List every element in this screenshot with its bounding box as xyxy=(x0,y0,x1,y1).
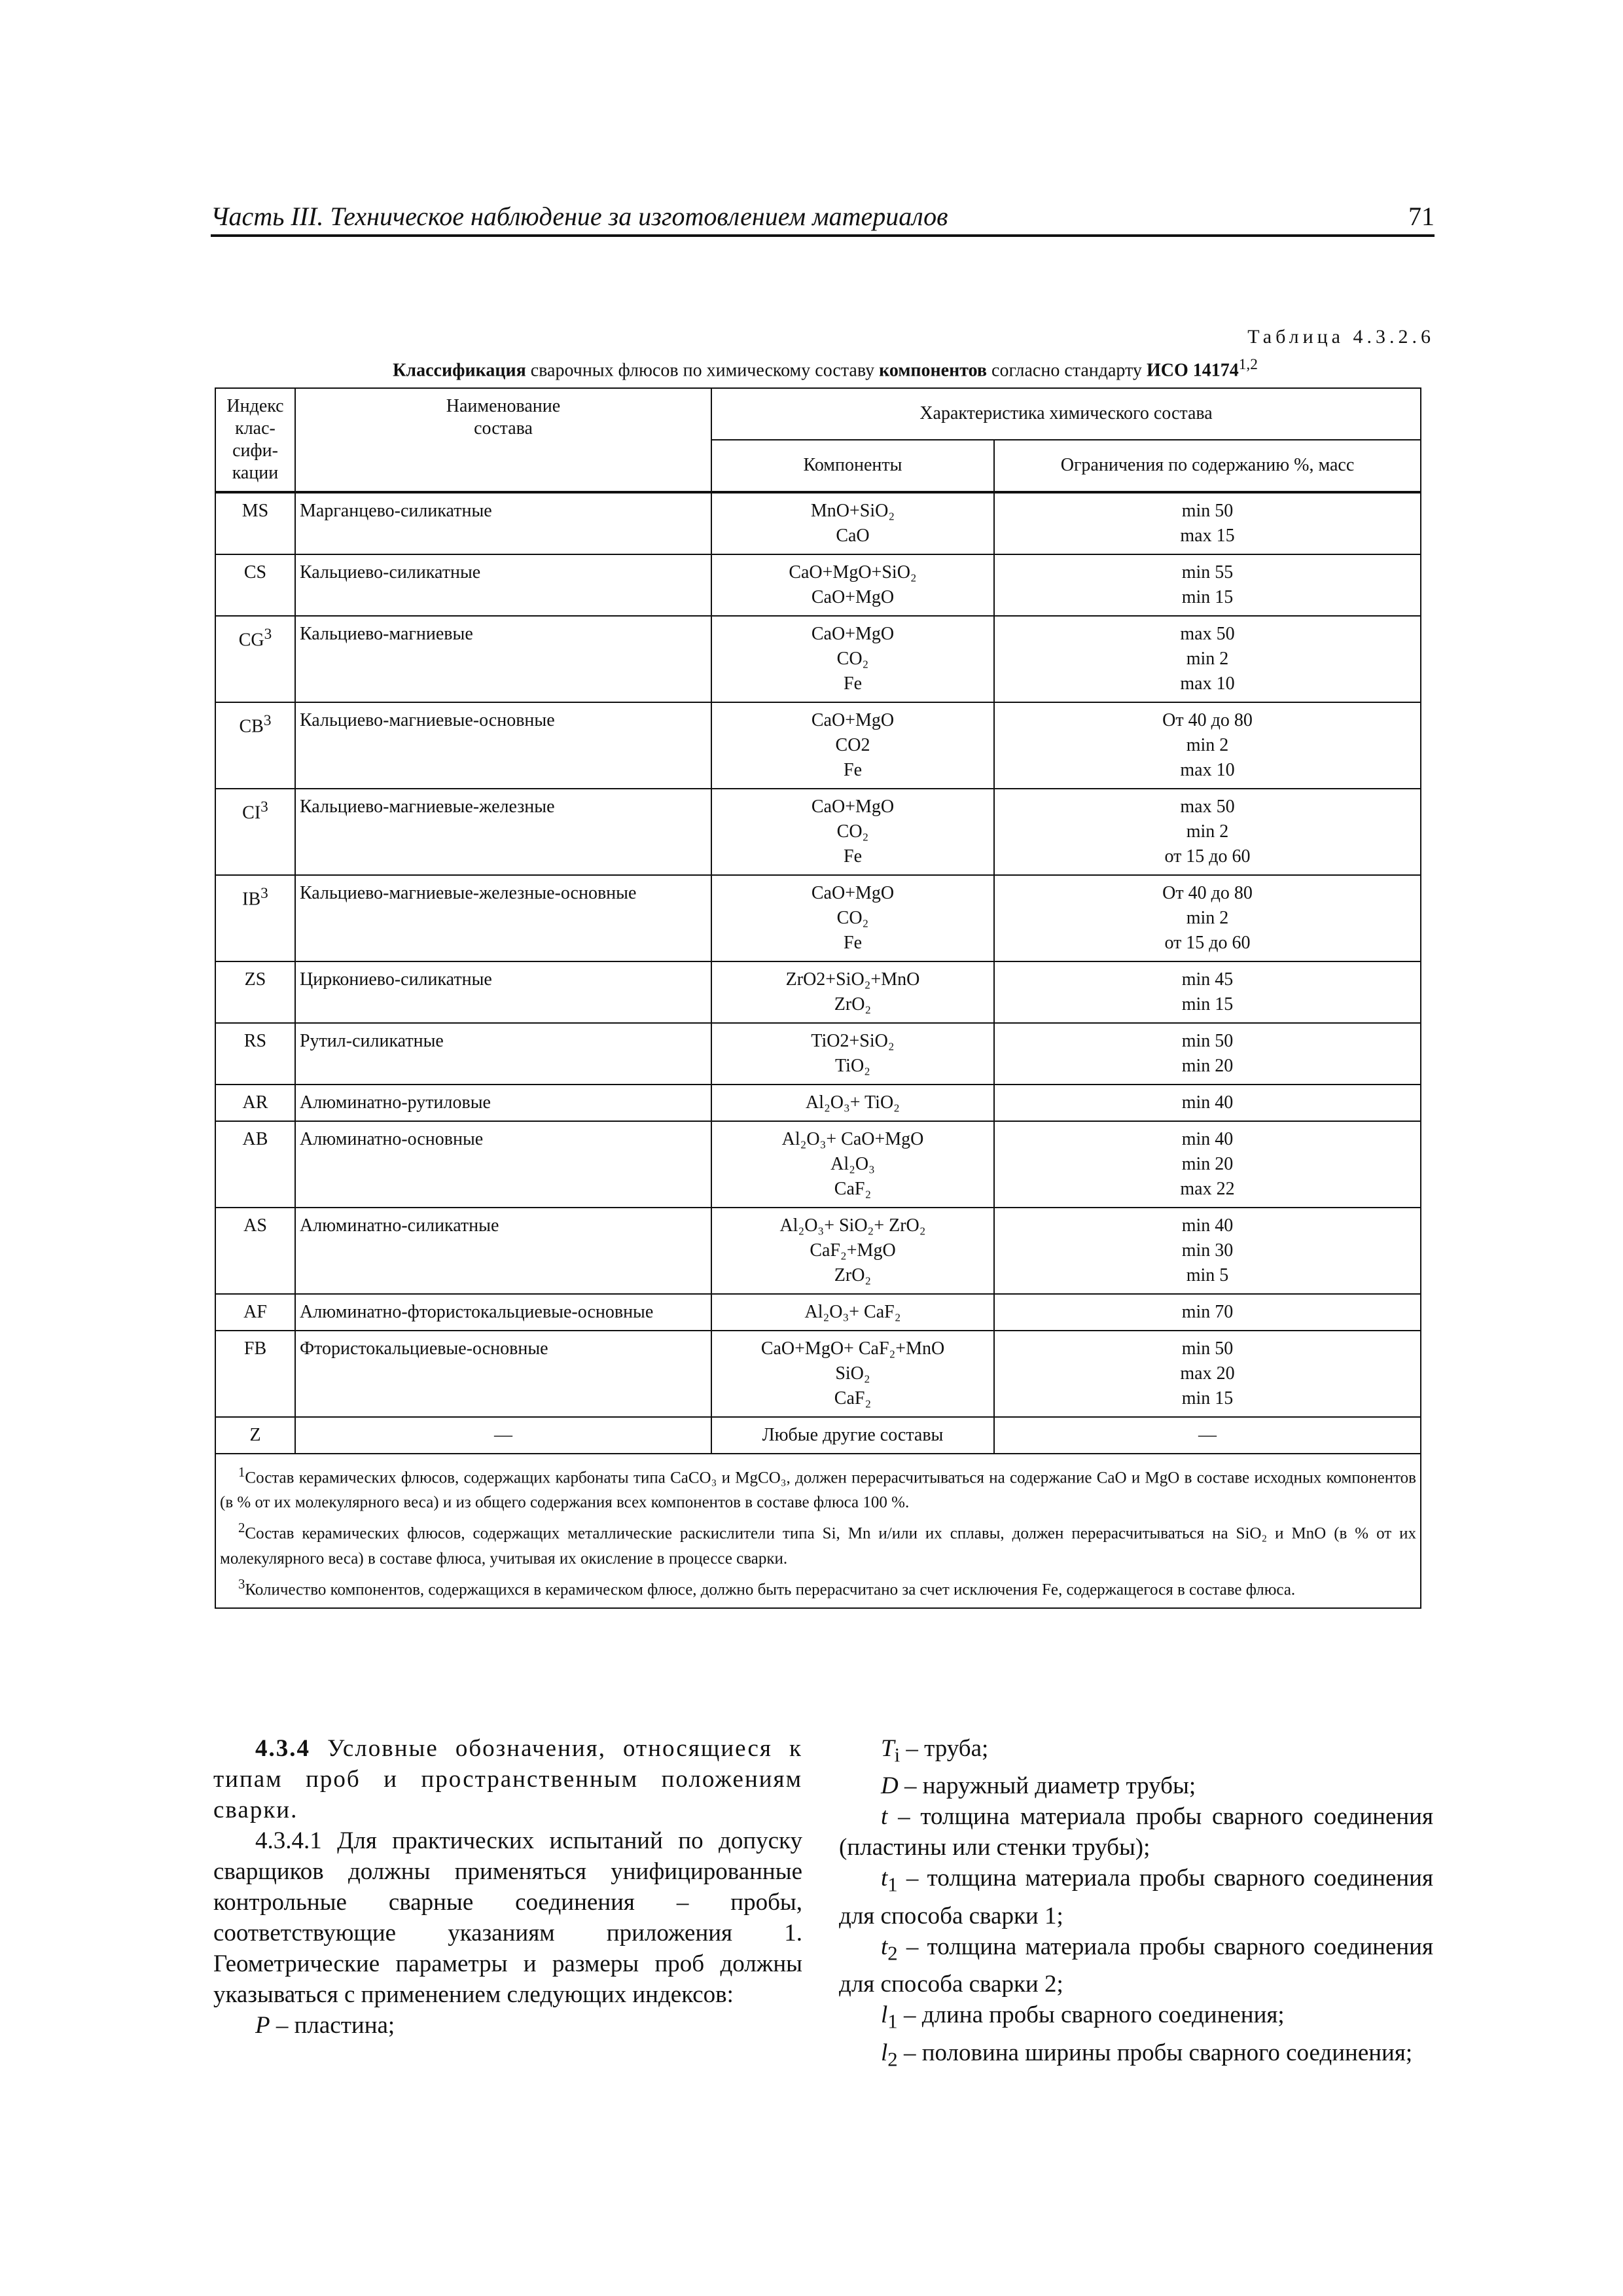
index-item-D: D – наружный диаметр трубы; xyxy=(881,1772,1196,1800)
table-row xyxy=(215,875,1421,961)
row-composition-name: — xyxy=(295,1417,711,1454)
table-row xyxy=(215,961,1421,1023)
row-limits: min 45 min 15 xyxy=(994,961,1421,1023)
row-composition-name: Рутил-силикатные xyxy=(295,1023,711,1085)
caption-part-2: сварочных флюсов по химическому составу xyxy=(526,360,880,381)
row-composition-name: Циркониево-силикатные xyxy=(295,961,711,1023)
row-index: ZS xyxy=(215,961,295,1023)
header-index: Индекс клас- сифи- кации xyxy=(215,388,295,492)
row-limits: От 40 до 80 min 2 max 10 xyxy=(994,702,1421,789)
row-limits: min 50 max 20 min 15 xyxy=(994,1331,1421,1417)
text-column-right xyxy=(839,1733,1433,2075)
row-index: $CI^3$ xyxy=(215,789,295,875)
row-components: CaO+MgO+ CaF₂+MnO SiO₂ CaF₂ xyxy=(711,1331,994,1417)
row-limits: min 50 min 20 xyxy=(994,1023,1421,1085)
page-number: 71 xyxy=(1408,202,1435,231)
index-item-l2: $l_2$ – половина ширины пробы сварного соединения; xyxy=(881,2039,1413,2070)
text-column-left xyxy=(213,1733,802,2041)
row-composition-name: Алюминатно-основные xyxy=(295,1121,711,1208)
row-index: AB xyxy=(215,1121,295,1208)
row-limits: min 40 min 30 min 5 xyxy=(994,1208,1421,1294)
row-limits: max 50 min 2 max 10 xyxy=(994,616,1421,702)
header-name: Наименование состава xyxy=(295,388,711,492)
row-limits: min 40 min 20 max 22 xyxy=(994,1121,1421,1208)
row-components: CaO+MgO CO2 Fe xyxy=(711,702,994,789)
flux-classification-table xyxy=(215,387,1421,1609)
row-components: Al₂O₃+ SiO₂+ ZrO₂ CaF₂+MgO ZrO₂ xyxy=(711,1208,994,1294)
row-components: ZrO2+SiO₂+MnO ZrO₂ xyxy=(711,961,994,1023)
row-components: Al₂O₃+ TiO₂ xyxy=(711,1085,994,1121)
index-item-Ti: $T_i$ – труба; xyxy=(881,1735,989,1767)
caption-part-4: согласно стандарту xyxy=(987,360,1147,381)
table-row xyxy=(215,789,1421,875)
index-item-t: t – толщина материала пробы сварного соединения (пластины или стенки трубы); xyxy=(839,1803,1433,1861)
paragraph-text: Для практических испытаний по допуску сварщиков должны применяться унифицированные контрольные сварные соединения – пробы, соответствующие указаниям приложения 1. Геометрические параметры и размеры проб должны указываться с применением следующих индексов: xyxy=(213,1827,802,2008)
row-index: AF xyxy=(215,1294,295,1331)
row-composition-name: Кальциево-магниевые-железные-основные xyxy=(295,875,711,961)
running-title: Часть III. Техническое наблюдение за изготовлением материалов xyxy=(211,202,948,231)
row-composition-name: Кальциево-магниевые xyxy=(295,616,711,702)
row-index: $CB^3$ xyxy=(215,702,295,789)
row-composition-name: Кальциево-силикатные xyxy=(295,554,711,616)
paragraph-number: 4.3.4.1 xyxy=(255,1827,322,1854)
table-row xyxy=(215,702,1421,789)
row-composition-name: Алюминатно-рутиловые xyxy=(295,1085,711,1121)
table-body xyxy=(215,492,1421,1454)
row-limits: min 40 xyxy=(994,1085,1421,1121)
footnote-3: $^3$Количество компонентов, содержащихся в керамическом флюсе, должно быть перерасчитано за счет исключения Fe, содержащегося в составе флюса. xyxy=(238,1575,1296,1598)
section-title: Условные обозначения, относящиеся к типам проб и пространственным положениям сварки. xyxy=(213,1735,802,1823)
section-heading xyxy=(213,1733,802,1825)
footnote-1: $^1$Состав керамических флюсов, содержащих карбонаты типа CaCO₃ и MgCO₃, должен перерасчитываться на содержание CaO и MgO в составе исходных компонентов (в % от их молекулярного веса) и из общего содержания всех компонентов в составе флюса 100 %. xyxy=(220,1464,1416,1512)
row-composition-name: Фтористокальциевые-основные xyxy=(295,1331,711,1417)
row-index: RS xyxy=(215,1023,295,1085)
paragraph-4-3-4-1 xyxy=(213,1825,802,2010)
table-row xyxy=(215,1294,1421,1331)
row-index: Z xyxy=(215,1417,295,1454)
footnote-2: $^2$Состав керамических флюсов, содержащих металлические раскислители типа Si, Mn и/или их сплавы, должен перерасчитываться на SiO₂ и MnO (в % от их молекулярного веса) в составе флюса, учитывая их окисление в процессе сварки. xyxy=(220,1520,1416,1568)
row-index: AR xyxy=(215,1085,295,1121)
header-components: Компоненты xyxy=(711,440,994,492)
header-chemical-group: Характеристика химического состава xyxy=(711,388,1421,440)
row-components: CaO+MgO CO₂ Fe xyxy=(711,789,994,875)
row-components: Любые другие составы xyxy=(711,1417,994,1454)
section-number: 4.3.4 xyxy=(255,1735,310,1762)
row-components: CaO+MgO CO₂ Fe xyxy=(711,875,994,961)
table-footnotes xyxy=(215,1454,1421,1608)
row-limits: От 40 до 80 min 2 от 15 до 60 xyxy=(994,875,1421,961)
table-row xyxy=(215,554,1421,616)
caption-footnote-ref: 1,2 xyxy=(1238,356,1258,373)
table-row xyxy=(215,1085,1421,1121)
row-limits: max 50 min 2 от 15 до 60 xyxy=(994,789,1421,875)
row-components: TiO2+SiO₂ TiO₂ xyxy=(711,1023,994,1085)
row-limits: — xyxy=(994,1417,1421,1454)
table-label: Таблица 4.3.2.6 xyxy=(1247,326,1435,348)
table-row xyxy=(215,616,1421,702)
row-index: $IB^3$ xyxy=(215,875,295,961)
row-limits: min 50 max 15 xyxy=(994,492,1421,554)
row-components: MnO+SiO₂ CaO xyxy=(711,492,994,554)
table-row xyxy=(215,1208,1421,1294)
row-composition-name: Алюминатно-силикатные xyxy=(295,1208,711,1294)
row-limits: min 55 min 15 xyxy=(994,554,1421,616)
table-row xyxy=(215,1331,1421,1417)
row-limits: min 70 xyxy=(994,1294,1421,1331)
table-row xyxy=(215,1417,1421,1454)
row-composition-name: Кальциево-магниевые-железные xyxy=(295,789,711,875)
row-components: Al₂O₃+ CaO+MgO Al₂O₃ CaF₂ xyxy=(711,1121,994,1208)
row-composition-name: Кальциево-магниевые-основные xyxy=(295,702,711,789)
index-item-t2: $t_2$ – толщина материала пробы сварного соединения для способа сварки 2; xyxy=(839,1933,1433,1998)
table-caption xyxy=(216,356,1435,381)
row-composition-name: Марганцево-силикатные xyxy=(295,492,711,554)
row-composition-name: Алюминатно-фтористокальциевые-основные xyxy=(295,1294,711,1331)
index-item-l1: $l_1$ – длина пробы сварного соединения; xyxy=(881,2001,1285,2033)
index-item-t1: $t_1$ – толщина материала пробы сварного соединения для способа сварки 1; xyxy=(839,1865,1433,1929)
caption-part-5: ИСО 14174 xyxy=(1146,360,1239,381)
header-limits: Ограничения по содержанию %, масс xyxy=(994,440,1421,492)
row-index: $CG^3$ xyxy=(215,616,295,702)
row-index: MS xyxy=(215,492,295,554)
index-item-P: P – пластина; xyxy=(255,2012,395,2039)
caption-part-3: компонентов xyxy=(879,360,988,381)
caption-part-1: Классификация xyxy=(393,360,526,381)
row-index: AS xyxy=(215,1208,295,1294)
table-row xyxy=(215,492,1421,554)
row-components: CaO+MgO CO₂ Fe xyxy=(711,616,994,702)
row-components: Al₂O₃+ CaF₂ xyxy=(711,1294,994,1331)
table-row xyxy=(215,1023,1421,1085)
row-index: FB xyxy=(215,1331,295,1417)
row-components: CaO+MgO+SiO₂ CaO+MgO xyxy=(711,554,994,616)
table-row xyxy=(215,1121,1421,1208)
row-index: CS xyxy=(215,554,295,616)
running-header xyxy=(211,200,1435,237)
